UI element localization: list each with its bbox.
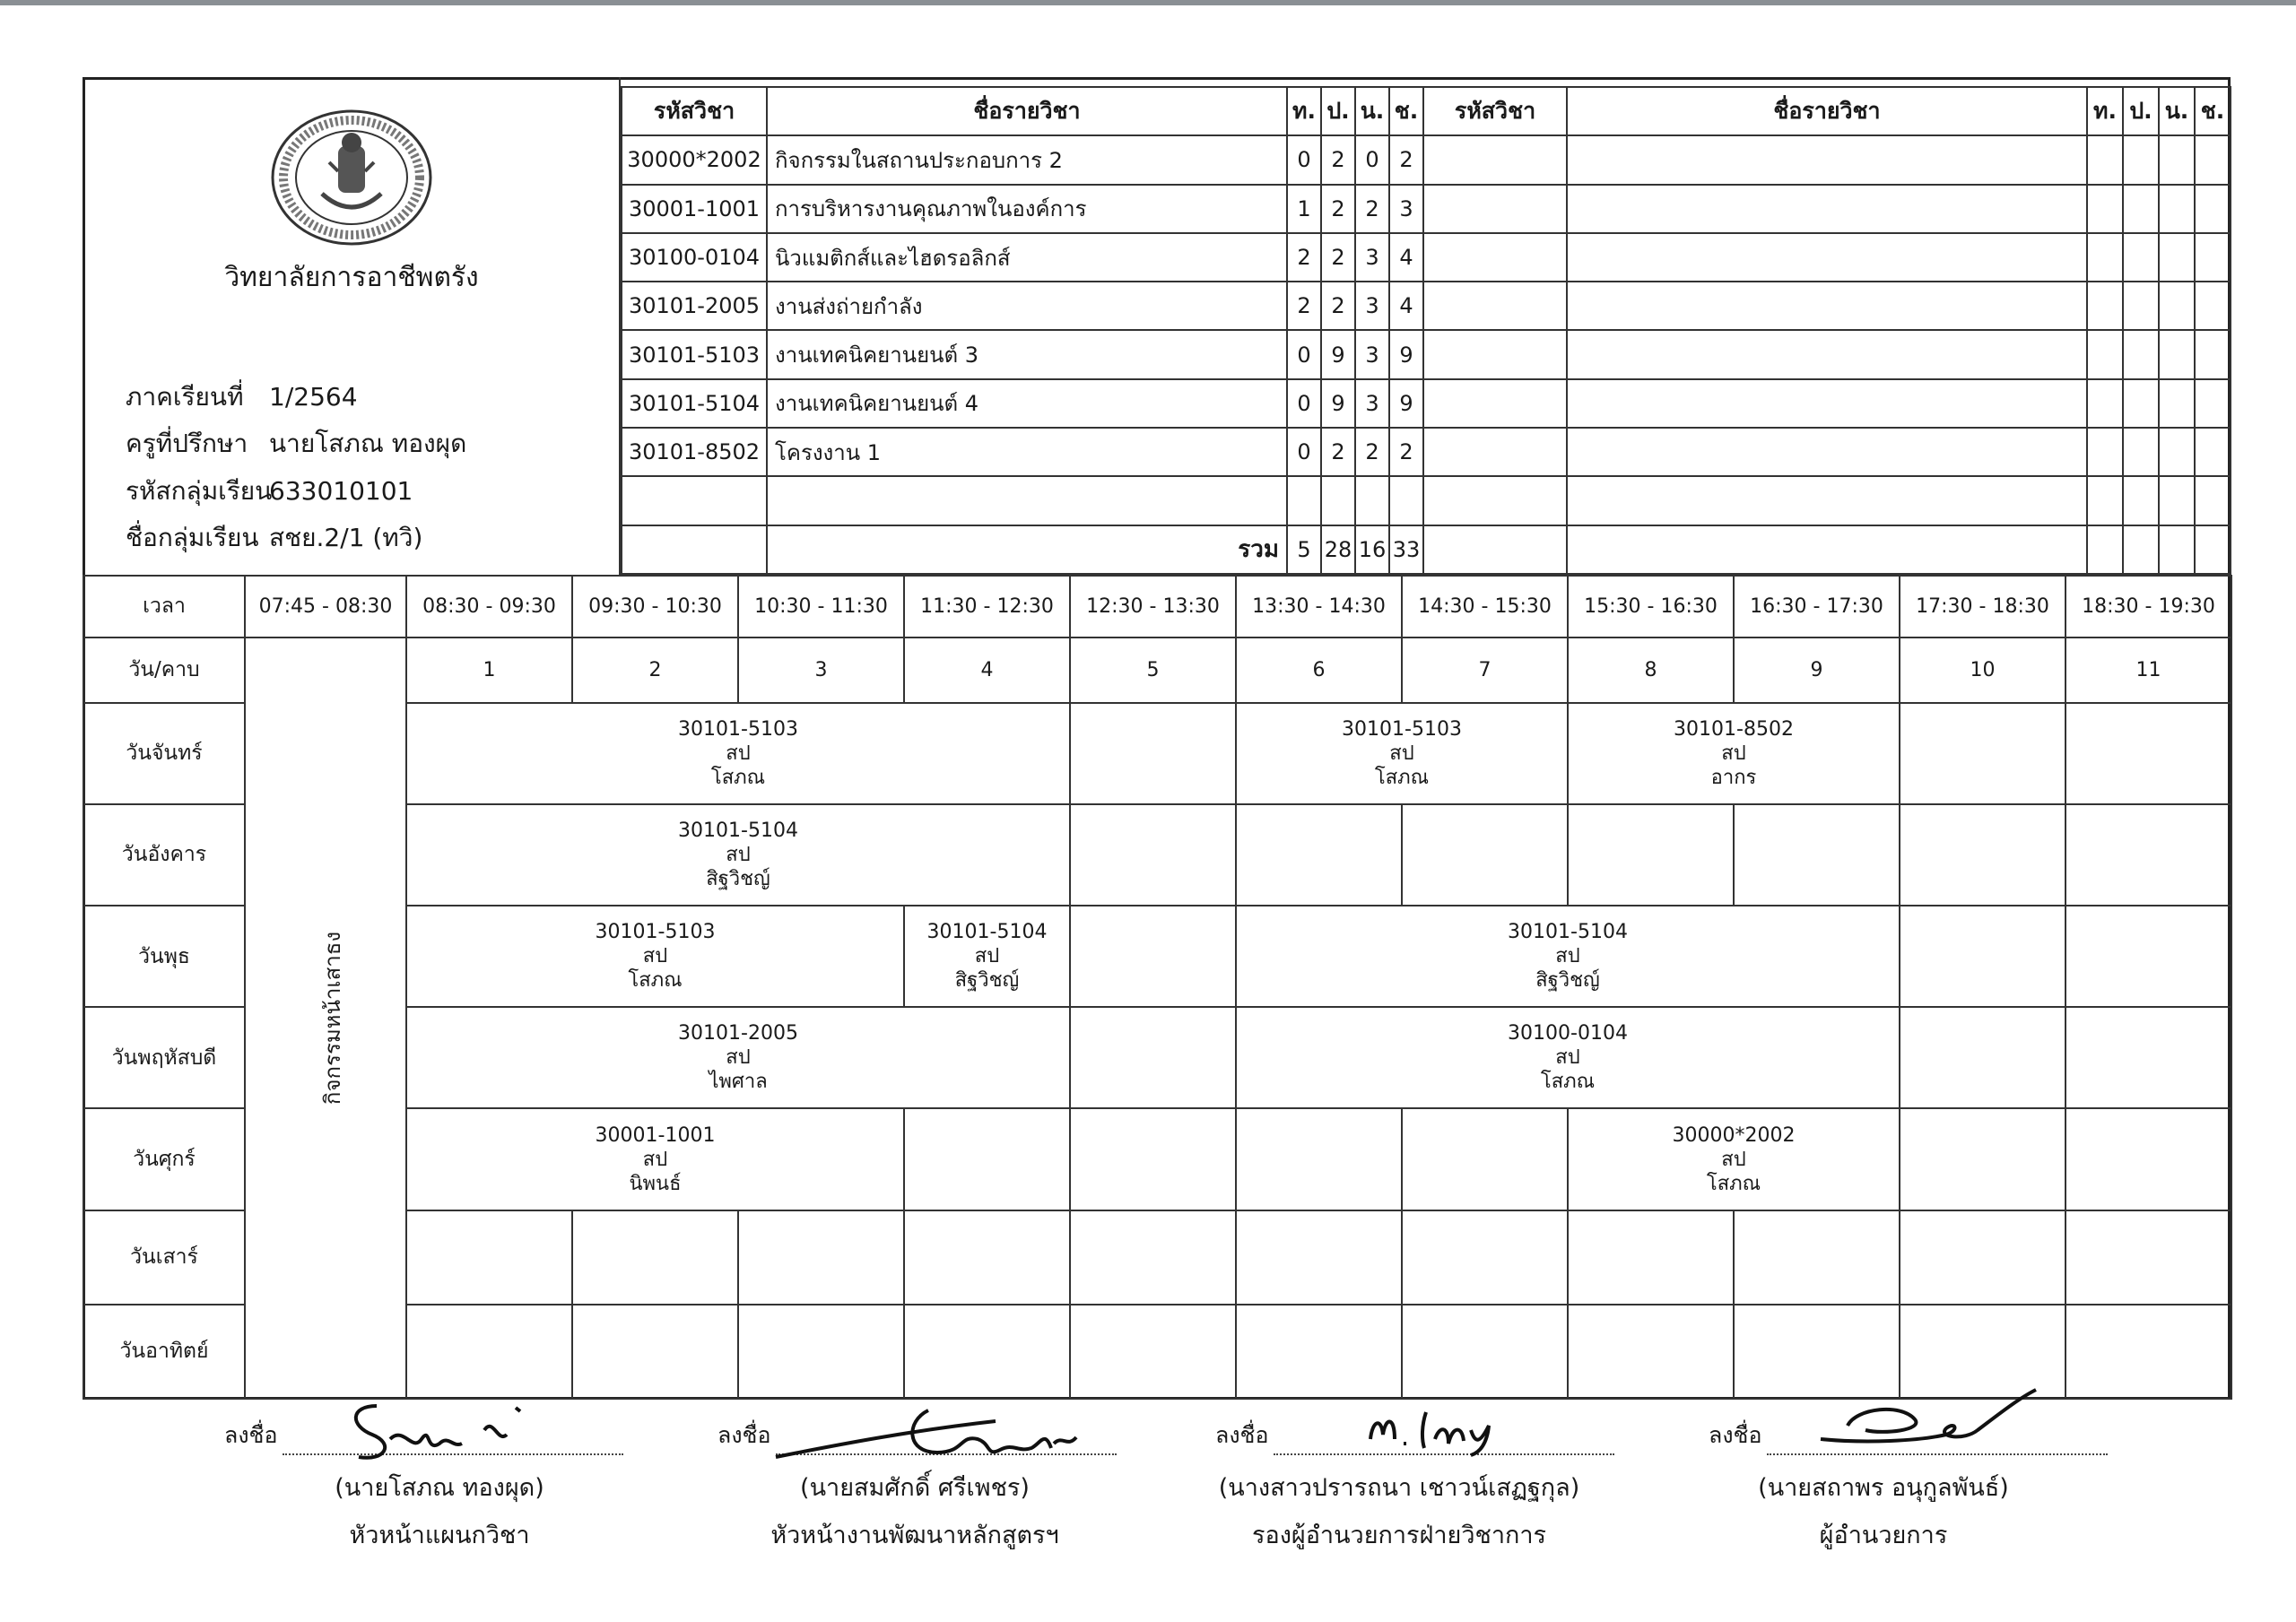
course-name: งานเทคนิคยานยนต์ 3 [767,330,1287,378]
empty-cell [2087,282,2123,330]
empty-cell [1355,476,1389,525]
empty-slot [1734,804,1900,906]
advisor-value: นายโสภณ ทองผุด [269,429,467,458]
empty-slot [1070,906,1236,1007]
class-room: สป [1721,742,1746,765]
class-code: 30101-5104 [1508,921,1628,944]
empty-cell [1567,330,2087,378]
col-t: ท. [1287,87,1321,135]
day-row-saturday [83,1210,2231,1305]
class-block [1236,1007,1900,1108]
empty-slot [2066,1007,2231,1108]
college-name: วิทยาลัยการอาชีพตรัง [224,262,479,293]
empty-cell [2087,185,2123,233]
course-p: 2 [1321,185,1355,233]
course-t: 0 [1287,428,1321,476]
empty-slot [1070,1210,1236,1305]
semester-label: ภาคเรียนที่ [126,382,244,412]
total-c: 33 [1389,525,1423,574]
empty-cell [1567,379,2087,428]
course-n: 2 [1355,428,1389,476]
time-slot: 17:30 - 18:30 [1900,576,2066,638]
course-header-row [622,87,2231,135]
signer-name: (นายสถาพร อนุกูลพันธ์) [1758,1474,2009,1502]
empty-cell [2087,476,2123,525]
time-slot: 10:30 - 11:30 [738,576,904,638]
time-slot: 18:30 - 19:30 [2066,576,2231,638]
course-p: 2 [1321,282,1355,330]
empty-slot [1070,804,1236,906]
empty-slot [572,1210,738,1305]
course-p: 2 [1321,428,1355,476]
class-room: สป [974,945,1000,968]
day-row-wednesday [83,906,2231,1007]
class-code: 30101-8502 [1674,717,1794,741]
table-row [622,330,2231,378]
empty-cell [2159,525,2195,574]
empty-slot [1070,1007,1236,1108]
empty-slot [1900,703,2066,804]
day-label: วันพฤหัสบดี [83,1007,245,1108]
course-p: 2 [1321,135,1355,184]
empty-cell [2087,135,2123,184]
empty-cell [2087,379,2123,428]
signature-block [1650,1403,2117,1554]
empty-cell [2195,428,2231,476]
group-name-label: ชื่อกลุ่มเรียน [126,523,259,552]
col-name-2: ชื่อรายวิชา [1567,87,2087,135]
handwritten-signature-icon [1363,1403,1516,1457]
col-p: ป. [1321,87,1355,135]
empty-cell [1567,476,2087,525]
empty-cell [1567,428,2087,476]
course-table [621,86,2231,575]
course-code: 30101-2005 [622,282,767,330]
class-teacher: โสภณ [1374,766,1430,789]
empty-slot [904,1210,1070,1305]
course-code: 30000*2002 [622,135,767,184]
empty-slot [406,1305,572,1399]
class-teacher: โสภณ [710,766,766,789]
course-t: 2 [1287,282,1321,330]
class-block [1568,1108,1900,1210]
empty-cell [2123,282,2159,330]
day-label: วันศุกร์ [83,1108,245,1210]
empty-slot [1070,703,1236,804]
course-p: 9 [1321,330,1355,378]
course-name: งานส่งถ่ายกำลัง [767,282,1287,330]
empty-cell [1567,135,2087,184]
day-row-tuesday [83,804,2231,906]
table-row [622,233,2231,282]
class-code: 30101-5103 [678,717,798,741]
class-code: 30101-5104 [678,819,798,842]
table-row [622,185,2231,233]
period-label: วัน/คาบ [83,638,245,703]
period-number: 11 [2066,638,2231,703]
course-n: 3 [1355,233,1389,282]
group-code-label: รหัสกลุ่มเรียน [126,476,273,506]
empty-slot [572,1305,738,1399]
college-seal-icon [266,108,437,247]
time-slot: 13:30 - 14:30 [1236,576,1402,638]
empty-cell [1423,428,1567,476]
class-block [1236,906,1900,1007]
course-n: 2 [1355,185,1389,233]
table-row [622,428,2231,476]
signer-role: หัวหน้างานพัฒนาหลักสูตรฯ [770,1522,1059,1549]
table-row [622,282,2231,330]
signature-block [1166,1403,1632,1554]
empty-cell [2159,135,2195,184]
empty-slot [1568,804,1734,906]
total-n: 16 [1355,525,1389,574]
signer-role: ผู้อำนวยการ [1819,1522,1948,1549]
period-number: 4 [904,638,1070,703]
empty-slot [1402,804,1568,906]
signer-name: (นายโสภณ ทองผุด) [335,1474,544,1502]
semester-value: 1/2564 [269,382,358,412]
course-t: 0 [1287,379,1321,428]
empty-cell [1321,476,1355,525]
empty-cell [2159,233,2195,282]
course-c: 2 [1389,428,1423,476]
empty-slot [2066,1108,2231,1210]
empty-slot [2066,1305,2231,1399]
empty-cell [2159,476,2195,525]
empty-cell [2123,428,2159,476]
signature-label: ลงชื่อ [224,1422,278,1448]
empty-cell [2123,185,2159,233]
day-label: วันเสาร์ [83,1210,245,1305]
empty-slot [1402,1210,1568,1305]
table-row [622,135,2231,184]
empty-slot [1900,804,2066,906]
morning-activity-cell [245,638,406,1399]
empty-cell [2159,330,2195,378]
col-n: น. [1355,87,1389,135]
signature-label: ลงชื่อ [1709,1422,1762,1448]
empty-slot [1236,804,1402,906]
signature-line [682,1403,1148,1457]
group-code-line [126,472,413,511]
class-teacher: ไพศาล [709,1071,768,1094]
empty-cell [2123,135,2159,184]
empty-cell [2159,185,2195,233]
class-room: สป [726,843,751,866]
empty-cell [2123,330,2159,378]
class-teacher: โสภณ [1706,1172,1761,1195]
course-t: 0 [1287,135,1321,184]
class-code: 30000*2002 [1672,1123,1796,1147]
period-number: 2 [572,638,738,703]
period-number: 10 [1900,638,2066,703]
period-row [83,638,2231,703]
empty-cell [1423,282,1567,330]
empty-cell [2195,185,2231,233]
class-teacher: สิฐวิชญ์ [1535,969,1600,993]
signature-label: ลงชื่อ [1215,1422,1269,1448]
class-teacher: สิฐวิชญ์ [706,867,770,890]
course-c: 4 [1389,233,1423,282]
time-slot: 12:30 - 13:30 [1070,576,1236,638]
col-c-2: ช. [2195,87,2231,135]
class-teacher: โสภณ [628,969,683,993]
empty-slot [1900,1007,2066,1108]
class-room: สป [642,945,668,968]
course-n: 3 [1355,379,1389,428]
course-code: 30101-5103 [622,330,767,378]
empty-cell [2123,233,2159,282]
group-name-value: สชย.2/1 (ทวิ) [269,523,423,552]
empty-cell [2195,476,2231,525]
col-t-2: ท. [2087,87,2123,135]
time-label: เวลา [83,576,245,638]
empty-cell [2195,135,2231,184]
class-teacher: โสภณ [1540,1071,1596,1094]
class-code: 30101-5103 [1342,717,1462,741]
empty-cell [1423,135,1567,184]
col-code-2: รหัสวิชา [1423,87,1567,135]
time-slot: 11:30 - 12:30 [904,576,1070,638]
course-code: 30001-1001 [622,185,767,233]
course-c: 2 [1389,135,1423,184]
col-p-2: ป. [2123,87,2159,135]
class-code: 30101-5103 [595,921,716,944]
course-code: 30101-5104 [622,379,767,428]
empty-cell [1567,525,2087,574]
empty-cell [2195,330,2231,378]
signature-label: ลงชื่อ [718,1422,771,1448]
class-code: 30100-0104 [1508,1022,1628,1045]
empty-cell [2195,282,2231,330]
college-info-panel [83,77,621,575]
signature-line [1166,1403,1632,1457]
class-block [406,1108,904,1210]
class-block [1568,703,1900,804]
table-row [622,476,2231,525]
empty-slot [1900,906,2066,1007]
advisor-line [126,424,466,464]
class-code: 30101-5104 [926,921,1048,944]
period-number: 9 [1734,638,1900,703]
empty-cell [2195,525,2231,574]
empty-slot [1900,1210,2066,1305]
empty-slot [904,1108,1070,1210]
period-number: 6 [1236,638,1402,703]
timetable [83,575,2232,1400]
course-p: 9 [1321,379,1355,428]
signature-line [206,1403,673,1457]
empty-cell [2195,379,2231,428]
course-c: 9 [1389,330,1423,378]
course-t: 1 [1287,185,1321,233]
empty-cell [2123,476,2159,525]
table-row [622,379,2231,428]
empty-slot [2066,1210,2231,1305]
empty-cell [1389,476,1423,525]
day-label: วันอังคาร [83,804,245,906]
empty-cell [2159,282,2195,330]
class-teacher: สิฐวิชญ์ [954,969,1020,993]
empty-cell [2087,428,2123,476]
empty-slot [1734,1210,1900,1305]
class-block [406,703,1070,804]
empty-cell [1567,185,2087,233]
period-number: 5 [1070,638,1236,703]
empty-slot [1236,1210,1402,1305]
class-block [904,906,1070,1007]
period-number: 8 [1568,638,1734,703]
class-room: สป [726,742,751,765]
course-code: 30100-0104 [622,233,767,282]
morning-activity: กิจกรรมหน้าเสาธง [320,931,346,1105]
course-t: 2 [1287,233,1321,282]
time-slot: 08:30 - 09:30 [406,576,572,638]
day-row-monday [83,703,2231,804]
signature-line [1650,1403,2117,1457]
total-p: 28 [1321,525,1355,574]
course-t: 0 [1287,330,1321,378]
group-name-line [126,518,422,558]
semester-line [126,377,358,417]
signer-role: รองผู้อำนวยการฝ่ายวิชาการ [1251,1522,1546,1549]
handwritten-signature-icon [341,1399,547,1466]
time-slot: 09:30 - 10:30 [572,576,738,638]
handwritten-signature-icon [771,1403,1094,1466]
empty-slot [904,1305,1070,1399]
empty-slot [1568,1210,1734,1305]
empty-cell [1423,379,1567,428]
empty-cell [1423,330,1567,378]
empty-cell [2087,233,2123,282]
empty-slot [2066,804,2231,906]
class-teacher: อากร [1710,766,1757,789]
time-slot: 14:30 - 15:30 [1402,576,1568,638]
scan-top-edge [0,0,2296,5]
empty-cell [2123,379,2159,428]
empty-slot [1236,1305,1402,1399]
period-number: 1 [406,638,572,703]
class-room: สป [726,1046,751,1070]
class-room: สป [1721,1148,1746,1171]
empty-slot [1568,1305,1734,1399]
course-name: งานเทคนิคยานยนต์ 4 [767,379,1287,428]
signer-name: (นายสมศักดิ์ ศรีเพชร) [800,1474,1030,1502]
time-slot: 07:45 - 08:30 [245,576,406,638]
empty-slot [1070,1108,1236,1210]
empty-slot [1070,1305,1236,1399]
empty-cell [2087,330,2123,378]
empty-slot [1236,1108,1402,1210]
empty-slot [738,1210,904,1305]
class-code: 30101-2005 [678,1022,798,1045]
col-c: ช. [1389,87,1423,135]
class-room: สป [1555,1046,1580,1070]
empty-slot [1402,1305,1568,1399]
class-block [406,1007,1070,1108]
course-name: การบริหารงานคุณภาพในองค์การ [767,185,1287,233]
group-code-value: 633010101 [269,476,413,506]
advisor-label: ครูที่ปรึกษา [126,429,248,458]
total-t: 5 [1287,525,1321,574]
course-name: นิวแมติกส์และไฮดรอลิกส์ [767,233,1287,282]
class-room: สป [1389,742,1414,765]
signer-role: หัวหน้าแผนกวิชา [349,1522,530,1549]
signature-block [682,1403,1148,1554]
empty-cell [622,476,767,525]
course-c: 9 [1389,379,1423,428]
course-code: 30101-8502 [622,428,767,476]
period-number: 7 [1402,638,1568,703]
empty-slot [2066,703,2231,804]
day-label: วันจันทร์ [83,703,245,804]
empty-cell [1567,233,2087,282]
empty-cell [1287,476,1321,525]
day-label: วันอาทิตย์ [83,1305,245,1399]
course-c: 4 [1389,282,1423,330]
total-label: รวม [767,525,1287,574]
course-n: 0 [1355,135,1389,184]
time-slot: 16:30 - 17:30 [1734,576,1900,638]
empty-cell [2123,525,2159,574]
course-name: โครงงาน 1 [767,428,1287,476]
empty-cell [1423,525,1567,574]
course-n: 3 [1355,330,1389,378]
empty-cell [2195,233,2231,282]
course-n: 3 [1355,282,1389,330]
empty-slot [1900,1108,2066,1210]
empty-slot [738,1305,904,1399]
class-room: สป [642,1148,668,1171]
empty-cell [2159,428,2195,476]
class-teacher: นิพนธ์ [629,1172,682,1195]
time-slot: 15:30 - 16:30 [1568,576,1734,638]
class-room: สป [1555,945,1580,968]
signer-name: (นางสาวปรารถนา เชาวน์เสฏฐกุล) [1218,1474,1580,1502]
class-block [1236,703,1568,804]
empty-cell [767,476,1287,525]
course-p: 2 [1321,233,1355,282]
empty-slot [406,1210,572,1305]
empty-slot [2066,906,2231,1007]
course-name: กิจกรรมในสถานประกอบการ 2 [767,135,1287,184]
empty-cell [1423,233,1567,282]
empty-cell [622,525,767,574]
class-block [406,804,1070,906]
day-label: วันพุธ [83,906,245,1007]
empty-cell [2087,525,2123,574]
period-number: 3 [738,638,904,703]
empty-cell [1423,476,1567,525]
empty-slot [1402,1108,1568,1210]
class-block [406,906,904,1007]
empty-cell [1567,282,2087,330]
total-row [622,525,2231,574]
time-row [83,576,2231,638]
col-name: ชื่อรายวิชา [767,87,1287,135]
day-row-friday [83,1108,2231,1210]
signature-block [206,1403,673,1554]
handwritten-signature-icon [1812,1385,2045,1462]
col-n-2: น. [2159,87,2195,135]
empty-cell [2159,379,2195,428]
col-code: รหัสวิชา [622,87,767,135]
course-c: 3 [1389,185,1423,233]
class-code: 30001-1001 [595,1123,716,1147]
empty-cell [1423,185,1567,233]
